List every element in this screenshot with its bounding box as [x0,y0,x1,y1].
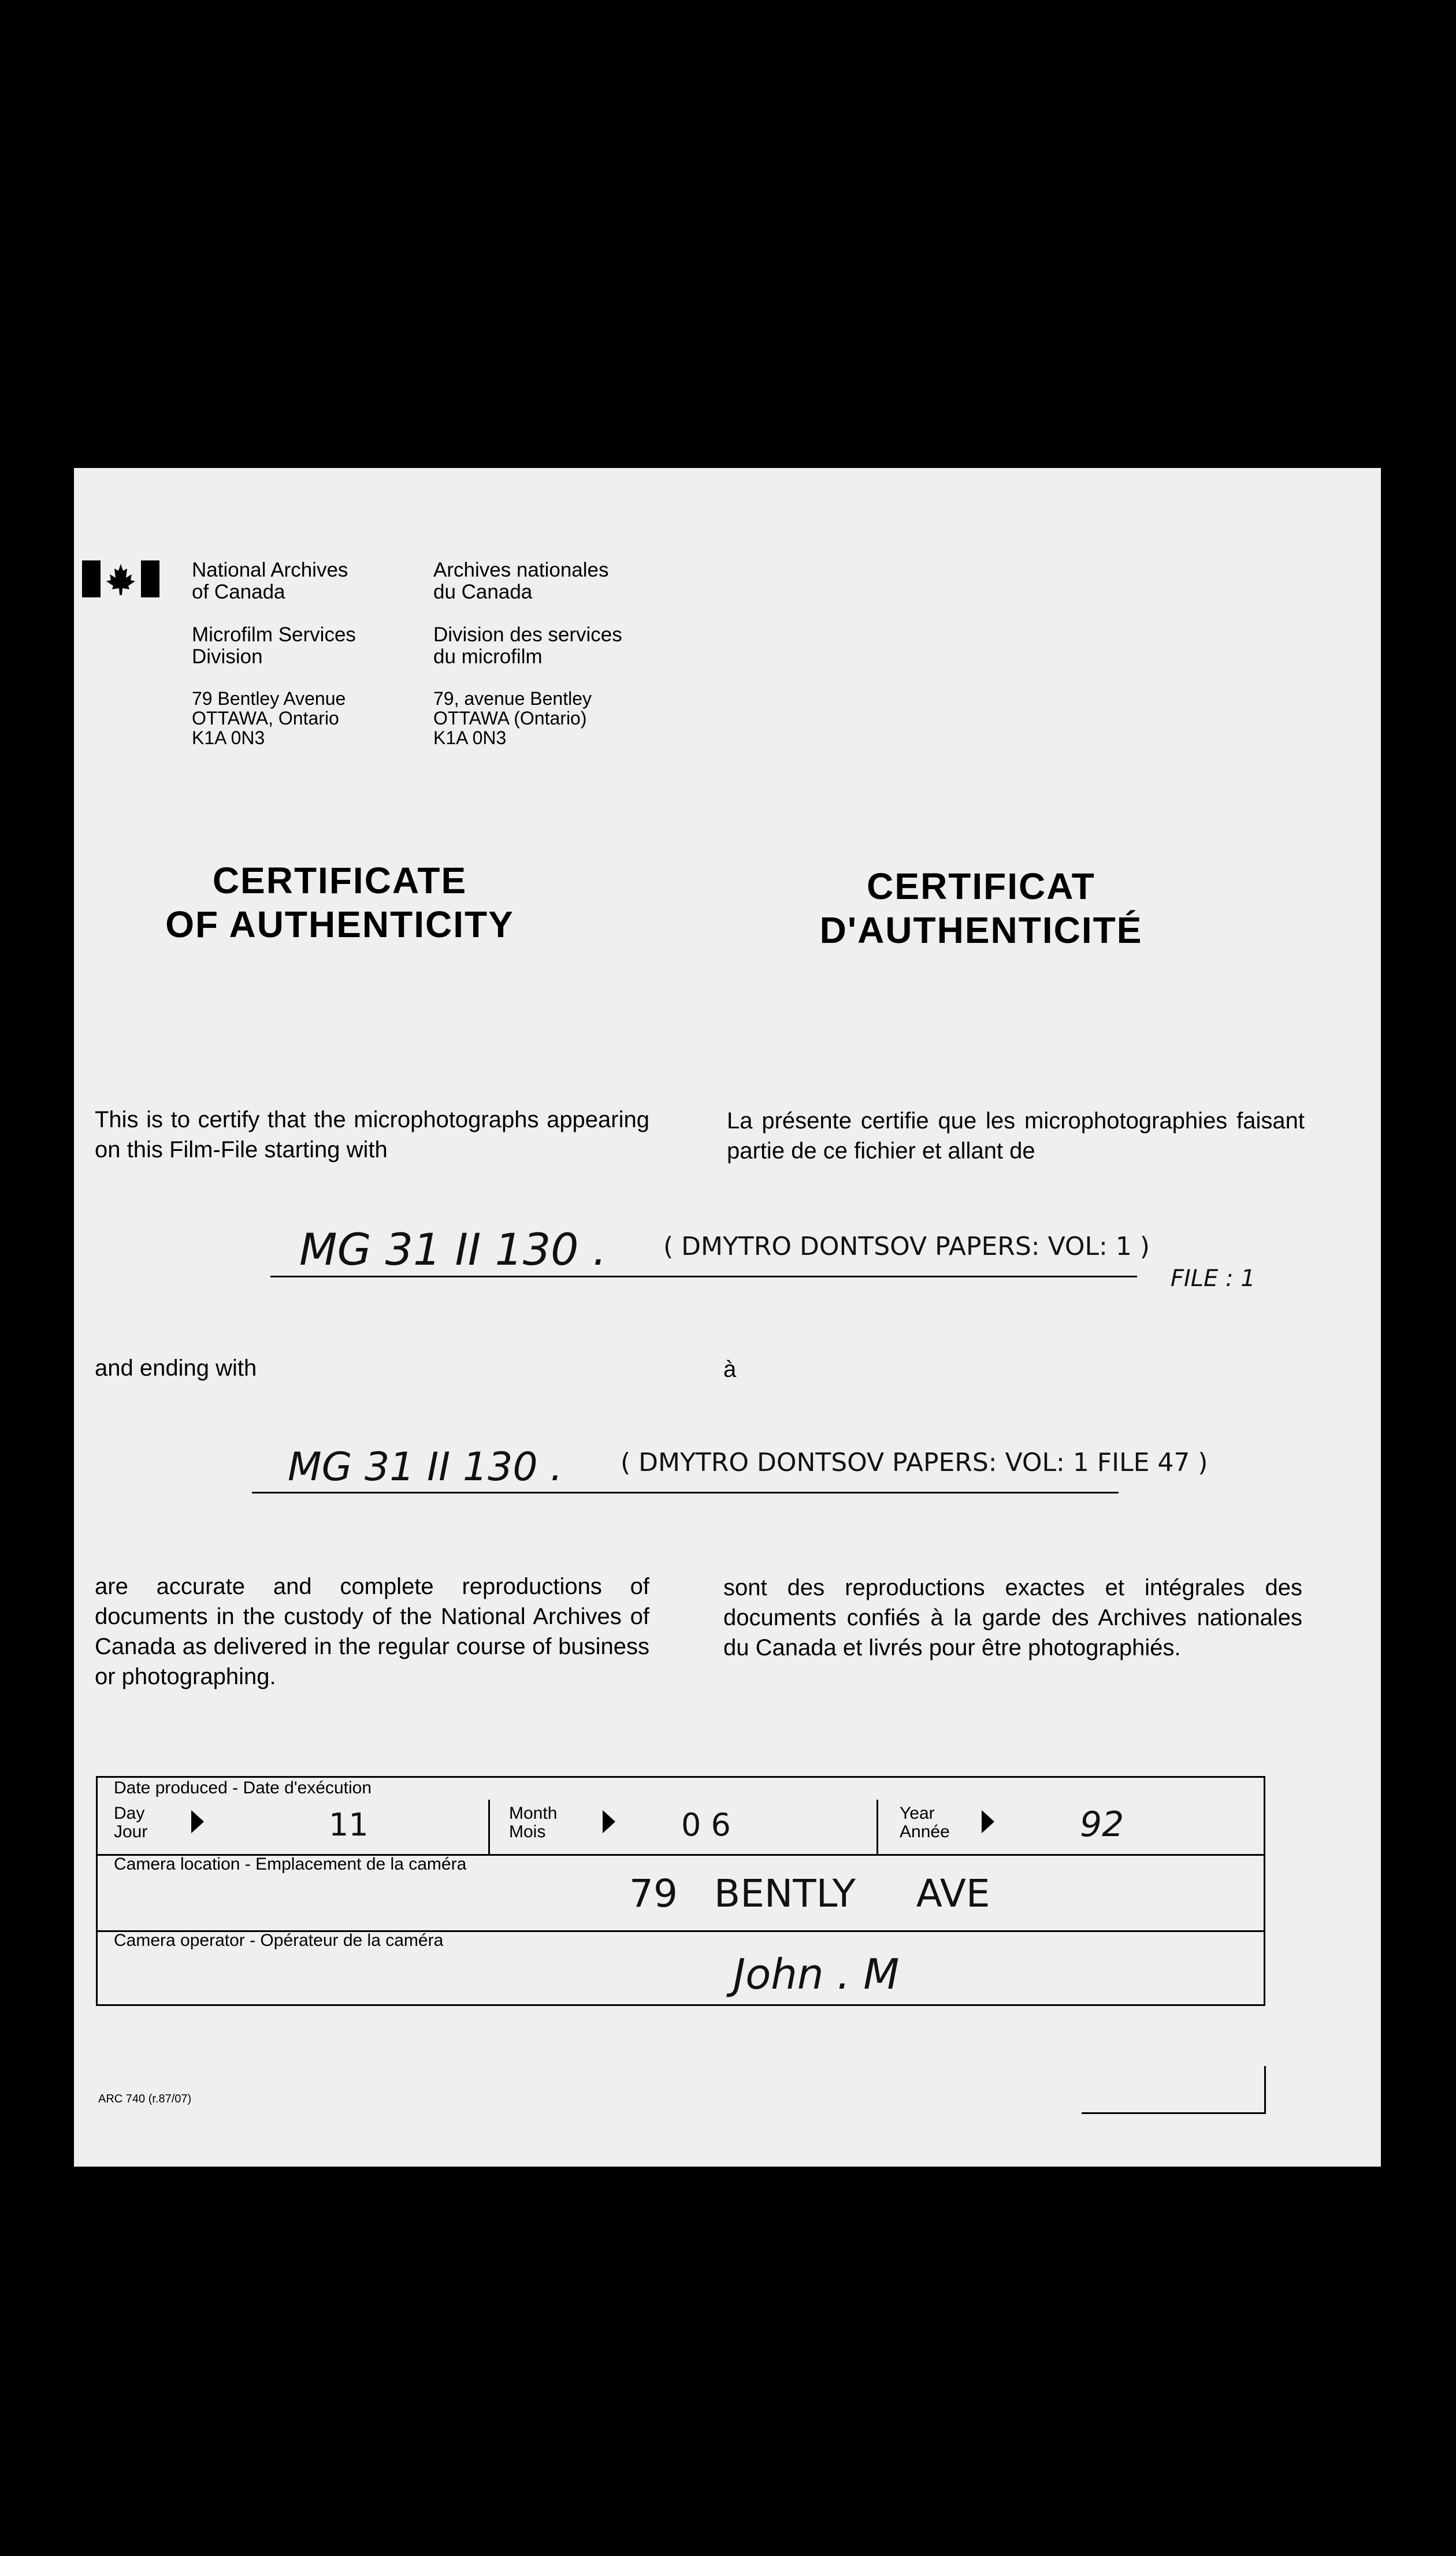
address-en-1: 79 Bentley Avenue [192,688,346,709]
start-entry-file: FILE : 1 [1171,1265,1256,1292]
day-arrow-icon [190,1810,204,1833]
header-en [192,559,356,748]
month-label-fr: Mois [509,1822,546,1841]
intro-fr: La présente certifie que les microphotographies faisant partie de ce fichier et allant de [727,1108,1305,1164]
start-entry-ref: MG 31 II 130 . [299,1224,607,1275]
camera-operator-label: Camera operator - Opérateur de la caméra [114,1931,444,1950]
camera-location-label: Camera location - Emplacement de la caméra [114,1855,467,1874]
division-fr-2: du microfilm [433,645,543,668]
day-label [114,1804,147,1841]
end-entry-line [252,1492,1119,1494]
canada-flag-icon [82,560,159,597]
month-value: 0 6 [681,1807,731,1843]
camera-operator-value: John . M [733,1950,900,1998]
org-name-fr-2: du Canada [433,581,533,603]
org-name-en-1: National Archives [192,559,348,581]
month-label [509,1804,557,1841]
title-fr-line-1: CERTIFICAT [867,865,1095,907]
date-produced-label: Date produced - Date d'exécution [114,1778,372,1797]
month-year-divider [876,1800,878,1854]
address-en-2: OTTAWA, Ontario [192,708,339,729]
title-en [138,859,542,946]
division-fr-1: Division des services [433,623,622,646]
year-value: 92 [1080,1804,1124,1845]
intro-en: This is to certify that the microphotographs appearing on this Film-File starting with [95,1107,649,1162]
division-en-2: Division [192,645,263,668]
form-code: ARC 740 (r.87/07) [98,2093,192,2105]
org-name-fr-1: Archives nationales [433,559,609,581]
title-fr [779,864,1183,952]
month-arrow-icon [601,1810,615,1833]
camera-operator-row [98,1930,1264,2004]
camera-location-value: 79 BENTLY AVE [629,1871,990,1916]
year-label [900,1804,950,1841]
signature-corner-mark [1082,2066,1266,2114]
year-arrow-icon [980,1810,994,1833]
date-produced-row [98,1778,1264,1856]
day-label-fr: Jour [114,1822,148,1841]
day-label-en: Day [114,1804,145,1823]
day-value: 11 [329,1807,369,1843]
closing-en: are accurate and complete reproductions of documents in the custody of the National Archives of Canada as delivered in the regular course of business or photographing. [95,1574,649,1689]
year-label-en: Year [900,1804,935,1823]
production-details-form [96,1776,1265,2006]
month-label-en: Month [509,1804,558,1823]
title-en-line-2: OF AUTHENTICITY [165,904,514,945]
certificate-page [74,468,1381,2167]
end-entry-description: ( DMYTRO DONTSOV PAPERS: VOL: 1 FILE 47 ) [621,1448,1208,1477]
division-en-1: Microfilm Services [192,623,356,646]
address-fr-2: OTTAWA (Ontario) [433,708,587,729]
year-label-fr: Année [900,1822,950,1841]
org-name-en-2: of Canada [192,581,285,603]
start-entry-description: ( DMYTRO DONTSOV PAPERS: VOL: 1 ) [663,1232,1150,1261]
header-fr [433,559,622,748]
camera-location-row [98,1854,1264,1932]
title-en-line-1: CERTIFICATE [212,860,467,901]
ending-fr: à [723,1357,737,1382]
start-entry-line [270,1276,1137,1277]
title-fr-line-2: D'AUTHENTICITÉ [819,909,1143,951]
end-entry-ref: MG 31 II 130 . [288,1444,563,1490]
closing-fr: sont des reproductions exactes et intégrales des documents confiés à la garde des Archives nationales du Canada et livrés pour être photographiés. [723,1575,1302,1660]
address-fr-3: K1A 0N3 [433,727,507,748]
address-en-3: K1A 0N3 [192,727,265,748]
ending-en: and ending with [95,1355,257,1381]
address-fr-1: 79, avenue Bentley [433,688,592,709]
day-month-divider [488,1800,490,1854]
